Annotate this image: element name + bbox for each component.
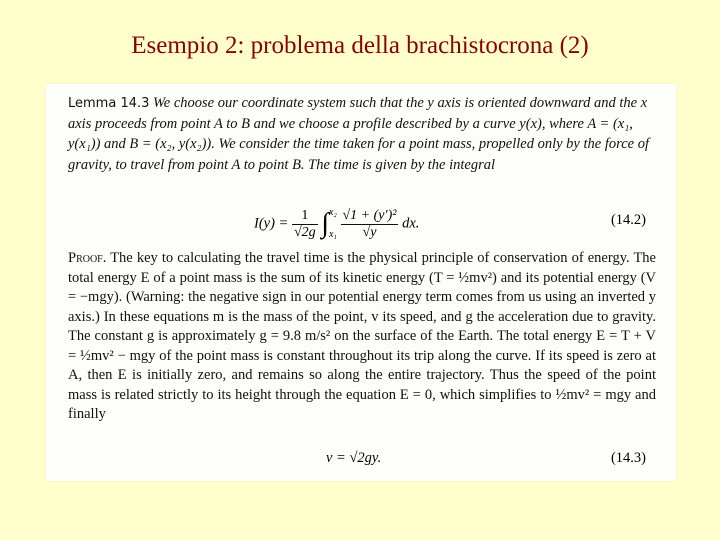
integral-lower-limit: x₁ (328, 229, 337, 240)
document-page (46, 84, 676, 481)
lemma-label: Lemma 14.3 (68, 96, 150, 111)
prefactor-denominator: √2g (293, 224, 316, 240)
equation-14-3 (68, 448, 656, 472)
slide-title: Esempio 2: problema della brachistocrona (2) (131, 32, 589, 59)
equation-tag: (14.2) (610, 212, 646, 228)
lemma-text: We choose our coordinate system such that the y axis is oriented downward and the x axis proceeds from point A to B and we choose a profile described by a curve y(x), where A = (x₁, y(x₁)) and B = (x₂, y(x₂)). We consider the time taken for a point mass, propelled only by the force of gravity, to travel from point A to point B. The time is given by the integral (68, 95, 649, 173)
prefactor-numerator: 1 (292, 208, 318, 225)
integral-limits (329, 202, 337, 246)
equation-14-2 (68, 202, 656, 242)
equation-tag: (14.3) (610, 450, 646, 466)
integral-sign: ∫ (321, 208, 329, 239)
differential: dx. (402, 215, 420, 232)
proof-label: Proof. (68, 250, 107, 266)
equation-prefactor (292, 208, 318, 241)
integrand-denominator: √y (362, 224, 377, 240)
lemma-paragraph (68, 93, 656, 175)
integrand (341, 208, 399, 241)
proof-text: The key to calculating the travel time is the physical principle of conservation of energy. The total energy E of a point mass is the sum of its kinetic energy (T = ½mv²) and its potential energy (V = −mgy). (Warning: the negative sign in our potential energy term comes from us using an inverted y axis.) In these equations m is the mass of the point, v its speed, and g the acceleration due to gravity. The constant g is approximately g = 9.8 m/s² on the surface of the Earth. The total energy E = T + V = ½mv² − mgy of the point mass is constant throughout its trip along the curve. If its speed is zero at A, then E is initially zero, and remains so along the entire trajectory. Thus the speed of the point mass is related strictly to its height through the equation E = 0, which simplifies to ½mv² = mgy and finally (68, 250, 656, 422)
equation-lhs: I(y) = (254, 215, 289, 232)
integral-upper-limit: x₂ (328, 207, 337, 218)
integrand-numerator: √1 + (y′)² (342, 207, 397, 223)
proof-paragraph (68, 249, 656, 425)
equation-14-2-body (254, 202, 419, 246)
equation-14-3-body: v = √2gy. (326, 450, 382, 466)
